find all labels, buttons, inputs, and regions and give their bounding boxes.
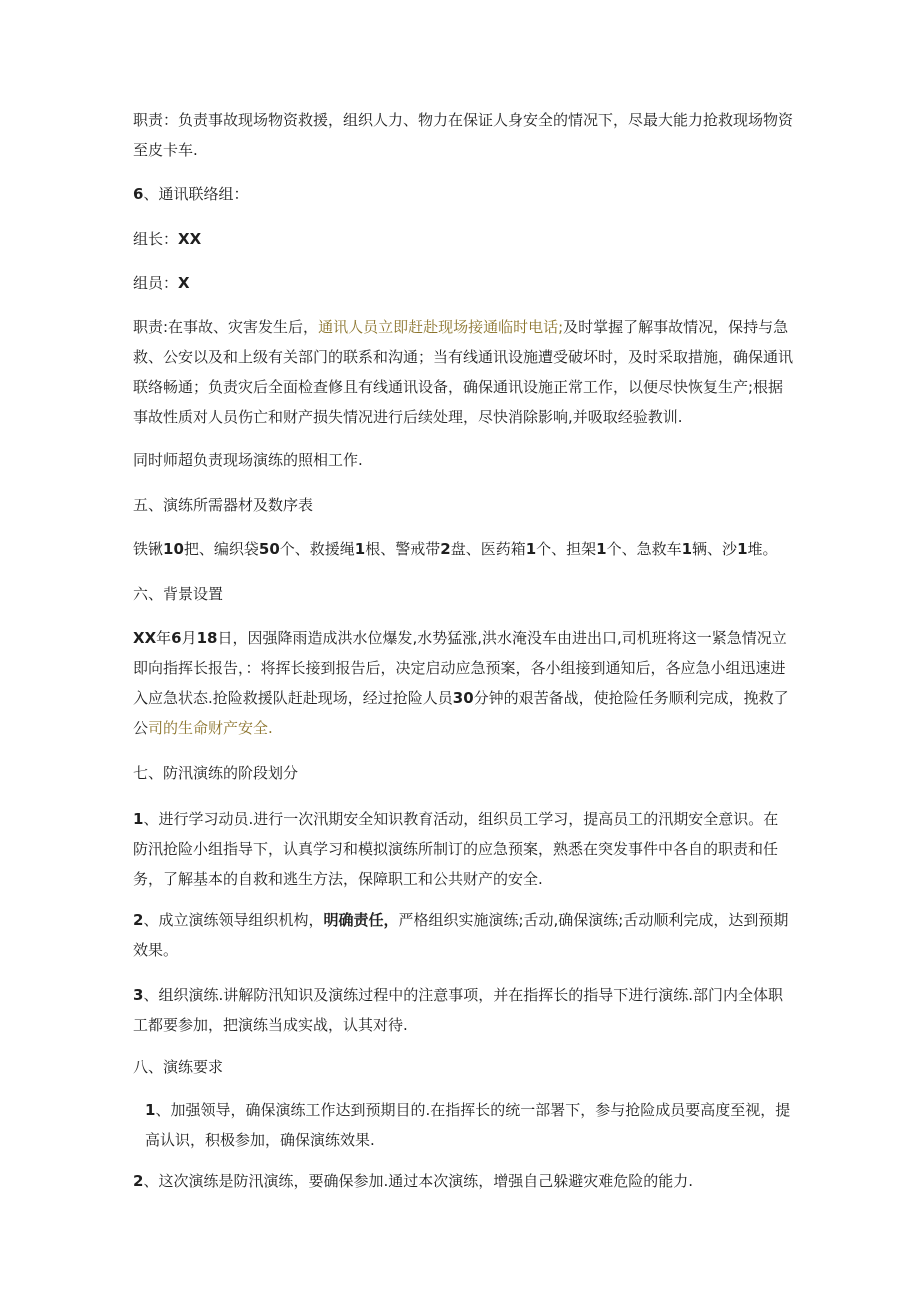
duty6-highlight: 通讯人员立即赶赴现场接通临时电话; (318, 318, 564, 336)
section-heading-group6 (133, 179, 793, 209)
equipment-count: 1 (681, 540, 693, 558)
heading-number: 6 (133, 185, 144, 203)
section-heading-5: 五、演练所需器材及数序表 (133, 496, 314, 514)
bg-month: 6 (171, 629, 182, 647)
req-2-number: 2 (133, 1172, 144, 1190)
equipment-count: 1 (525, 540, 537, 558)
stage-3-paragraph (133, 980, 793, 1040)
stage-2-text-a: 、成立演练领导组织机构， (143, 911, 324, 929)
stage-3-number: 3 (133, 986, 144, 1004)
equipment-list (133, 534, 793, 564)
stage-1-number: 1 (133, 810, 144, 828)
equipment-item-text: 个、担架 (536, 540, 597, 558)
stage-1-paragraph (133, 804, 793, 894)
stage-3-text: 、组织演练.讲解防汛知识及演练过程中的注意事项，并在指挥长的指导下进行演练.部门内全体职工都要参加，把演练当成实战，认其对待. (133, 986, 783, 1034)
equipment-count: 1 (354, 540, 366, 558)
heading-text: 、通讯联络组： (143, 185, 249, 203)
bg-highlight: 司的生命财产安全. (148, 719, 273, 737)
req-1-text: 、加强领导，确保演练工作达到预期目的.在指挥长的统一部署下，参与抢险成员要高度至视，提高认识，积极参加，确保演练效果. (145, 1101, 791, 1149)
background-paragraph (133, 623, 793, 743)
duty-paragraph-group5: 职责：负责事故现场物资救援，组织人力、物力在保证人身安全的情况下，尽最大能力抢救现场物资至皮卡车. (133, 111, 794, 159)
member-name: X (178, 274, 190, 292)
leader-label: 组长： (133, 230, 179, 248)
bg-month-char: 月 (181, 629, 197, 647)
requirement-2-paragraph (133, 1166, 793, 1196)
equipment-item-text: 把、编织袋 (183, 540, 259, 558)
equipment-item-text: 根、警戒带 (365, 540, 441, 558)
stage-2-number: 2 (133, 911, 144, 929)
leader-name: XX (178, 230, 202, 248)
photo-duty-line: 同时师超负责现场演练的照相工作. (133, 451, 363, 469)
bg-minutes: 30 (452, 689, 474, 707)
equipment-count: 10 (163, 540, 184, 558)
section-heading-8: 八、演练要求 (133, 1058, 224, 1076)
section-heading-6: 六、背景设置 (133, 585, 224, 603)
equipment-item-text: 个、急救车 (606, 540, 682, 558)
equipment-count: 1 (737, 540, 748, 558)
equipment-count: 50 (258, 540, 280, 558)
member-label: 组员： (133, 274, 179, 292)
equipment-item-text: 堆。 (747, 540, 778, 558)
equipment-item-text: 盘、医药箱 (450, 540, 526, 558)
equipment-item-text: 铁锹 (133, 540, 164, 558)
bg-text-1: 日，因强降雨造成洪水位爆发,水势猛涨,洪水淹没车由进出口,司机班将这一紧急情况立即向指挥长报告，：将挥长接到报告后，决定启动应急预案，各小组接到通知后，各应急小组迅速进入应急状态.抢险救援队赶赴现场，经过抢险人员 (133, 629, 787, 707)
stage-2-text-b: 严格组织实施演练;舌动,确保演练;舌动顺利完成，达到预期效果。 (133, 911, 789, 959)
requirement-1-paragraph (145, 1095, 805, 1155)
stage-2-paragraph (133, 905, 793, 965)
req-1-number: 1 (145, 1101, 156, 1119)
bg-year-char: 年 (156, 629, 172, 647)
duty6-text-b: 及时掌握了解事故情况，保持与急救、公安以及和上级有关部门的联系和沟通；当有线通讯设施遭受破坏时，及时采取措施，确保通讯联络畅通；负责灾后全面检查修且有线通讯设备，确保通讯设施正常工作，以便尽快恢复生产;根据事故性质对人员伤亡和财产损失情况进行后续处理，尽快消除影响,并吸取经验教训. (133, 318, 794, 426)
equipment-count: 2 (440, 540, 451, 558)
bg-date-prefix: XX (133, 629, 157, 647)
bg-day: 18 (196, 629, 218, 647)
equipment-item-text: 辆、沙 (692, 540, 738, 558)
member-line (133, 268, 793, 298)
duty-paragraph-group6 (133, 312, 793, 432)
req-2-text: 、这次演练是防汛演练，要确保参加.通过本次演练，增强自己躲避灾难危险的能力. (143, 1172, 693, 1190)
equipment-item-text: 个、救援绳 (279, 540, 355, 558)
stage-2-bold: 明确责任， (323, 911, 399, 929)
bg-text-2: 分钟的艰苦备战，使抢险任务顺利完成，挽救了公 (133, 689, 789, 737)
duty6-text-a: 职责:在事故、灾害发生后， (133, 318, 319, 336)
equipment-count: 1 (596, 540, 607, 558)
leader-line (133, 224, 793, 254)
section-heading-7: 七、防汛演练的阶段划分 (133, 764, 299, 782)
stage-1-text: 、进行学习动员.进行一次汛期安全知识教育活动，组织员工学习，提高员工的汛期安全意识。在防汛抢险小组指导下，认真学习和模拟演练所制订的应急预案，熟悉在突发事件中各自的职责和任务，了解基本的自救和逃生方法，保障职工和公共财产的安全. (133, 810, 779, 888)
